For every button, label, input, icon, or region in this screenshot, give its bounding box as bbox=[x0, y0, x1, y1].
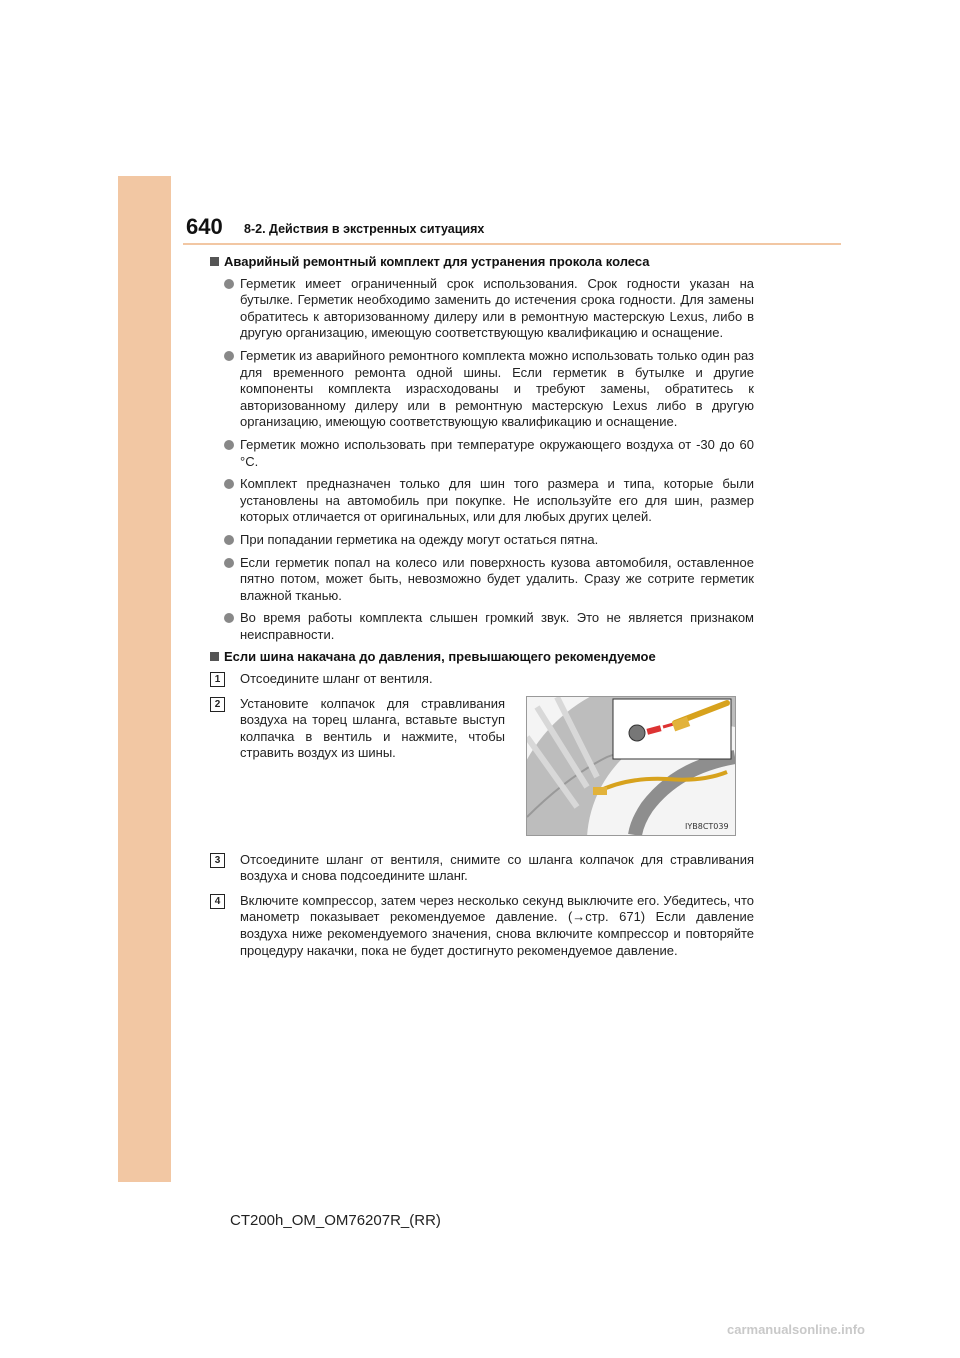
step-with-figure bbox=[210, 696, 754, 844]
step-item: 1 Отсоедините шланг от вентиля. bbox=[210, 671, 754, 688]
heading-text: Аварийный ремонтный комплект для устранения прокола колеса bbox=[224, 254, 650, 269]
step-number-badge: 3 bbox=[210, 853, 225, 868]
circle-bullet-icon bbox=[224, 535, 234, 545]
heading-text: Если шина накачана до давления, превышающего рекомендуемое bbox=[224, 649, 656, 665]
list-item: Герметик можно использовать при температуре окружающего воздуха от -30 до 60 °C. bbox=[210, 437, 754, 470]
page-content bbox=[210, 254, 754, 967]
step-item: 3 Отсоедините шланг от вентиля, снимите со шланга колпачок для стравливания воздуха и снова подсоедините шланг. bbox=[210, 852, 754, 885]
list-item: При попадании герметика на одежду могут остаться пятна. bbox=[210, 532, 754, 549]
circle-bullet-icon bbox=[224, 613, 234, 623]
square-bullet-icon bbox=[210, 652, 219, 661]
list-item: Во время работы комплекта слышен громкий звук. Это не является признаком неисправности. bbox=[210, 610, 754, 643]
watermark: carmanualsonline.info bbox=[727, 1322, 865, 1337]
step-item: 4 Включите компрессор, затем через несколько секунд выключите его. Убедитесь, что манометр показывает рекомендуемое давление. (→стр. 671) Если давление воздуха ниже рекомендуемого значения, снова включите компрессор и повторяйте процедуру накачки, пока не будет достигнуто рекомендуемое давление. bbox=[210, 893, 754, 959]
step-number-badge: 2 bbox=[210, 697, 225, 712]
list-item: Если герметик попал на колесо или поверхность кузова автомобиля, оставленное пятно потом, может быть, невозможно будет удалить. Сразу же сотрите герметик влажной тканью. bbox=[210, 555, 754, 605]
circle-bullet-icon bbox=[224, 558, 234, 568]
page-number: 640 bbox=[186, 214, 223, 239]
illustration-svg bbox=[527, 697, 735, 835]
circle-bullet-icon bbox=[224, 351, 234, 361]
section-heading bbox=[210, 254, 754, 271]
step-number-badge: 4 bbox=[210, 894, 225, 909]
tire-valve-illustration bbox=[526, 696, 736, 836]
header-rule bbox=[183, 243, 841, 245]
step-number-badge: 1 bbox=[210, 672, 225, 687]
list-item: Герметик из аварийного ремонтного комплекта можно использовать только один раз для временного ремонта одной шины. Если герметик в бутылке и другие компоненты комплекта израсходованы и требуют замены, обратитесь к авторизованному дилеру или в ремонтную мастерскую Lexus либо в другую организацию, имеющую соответствующую квалификацию и оснащение. bbox=[210, 348, 754, 431]
circle-bullet-icon bbox=[224, 479, 234, 489]
section-title: 8-2. Действия в экстренных ситуациях bbox=[244, 222, 485, 236]
list-item: Герметик имеет ограниченный срок использования. Срок годности указан на бутылке. Герметик необходимо заменить до истечения срока годности. Для замены обратитесь к авторизованному дилеру или в ремонтную мастерскую Lexus, либо в другую организацию, имеющую соответствующую квалификацию и оснащение. bbox=[210, 276, 754, 342]
circle-bullet-icon bbox=[224, 440, 234, 450]
side-color-bar bbox=[118, 176, 171, 1182]
circle-bullet-icon bbox=[224, 279, 234, 289]
list-item: Комплект предназначен только для шин того размера и типа, которые были установлены на автомобиль при покупке. Не используйте его для шин, размер которых отличается от оригинальных, или для любых других целей. bbox=[210, 476, 754, 526]
section-heading bbox=[210, 649, 754, 666]
document-code: CT200h_OM_OM76207R_(RR) bbox=[230, 1212, 441, 1229]
square-bullet-icon bbox=[210, 257, 219, 266]
figure-code: IYB8CT039 bbox=[685, 821, 729, 831]
step-item: 2 Установите колпачок для стравливания воздуха на торец шланга, вставьте выступ колпачка в вентиль и нажмите, чтобы стравить воздух из шины. bbox=[210, 696, 505, 762]
